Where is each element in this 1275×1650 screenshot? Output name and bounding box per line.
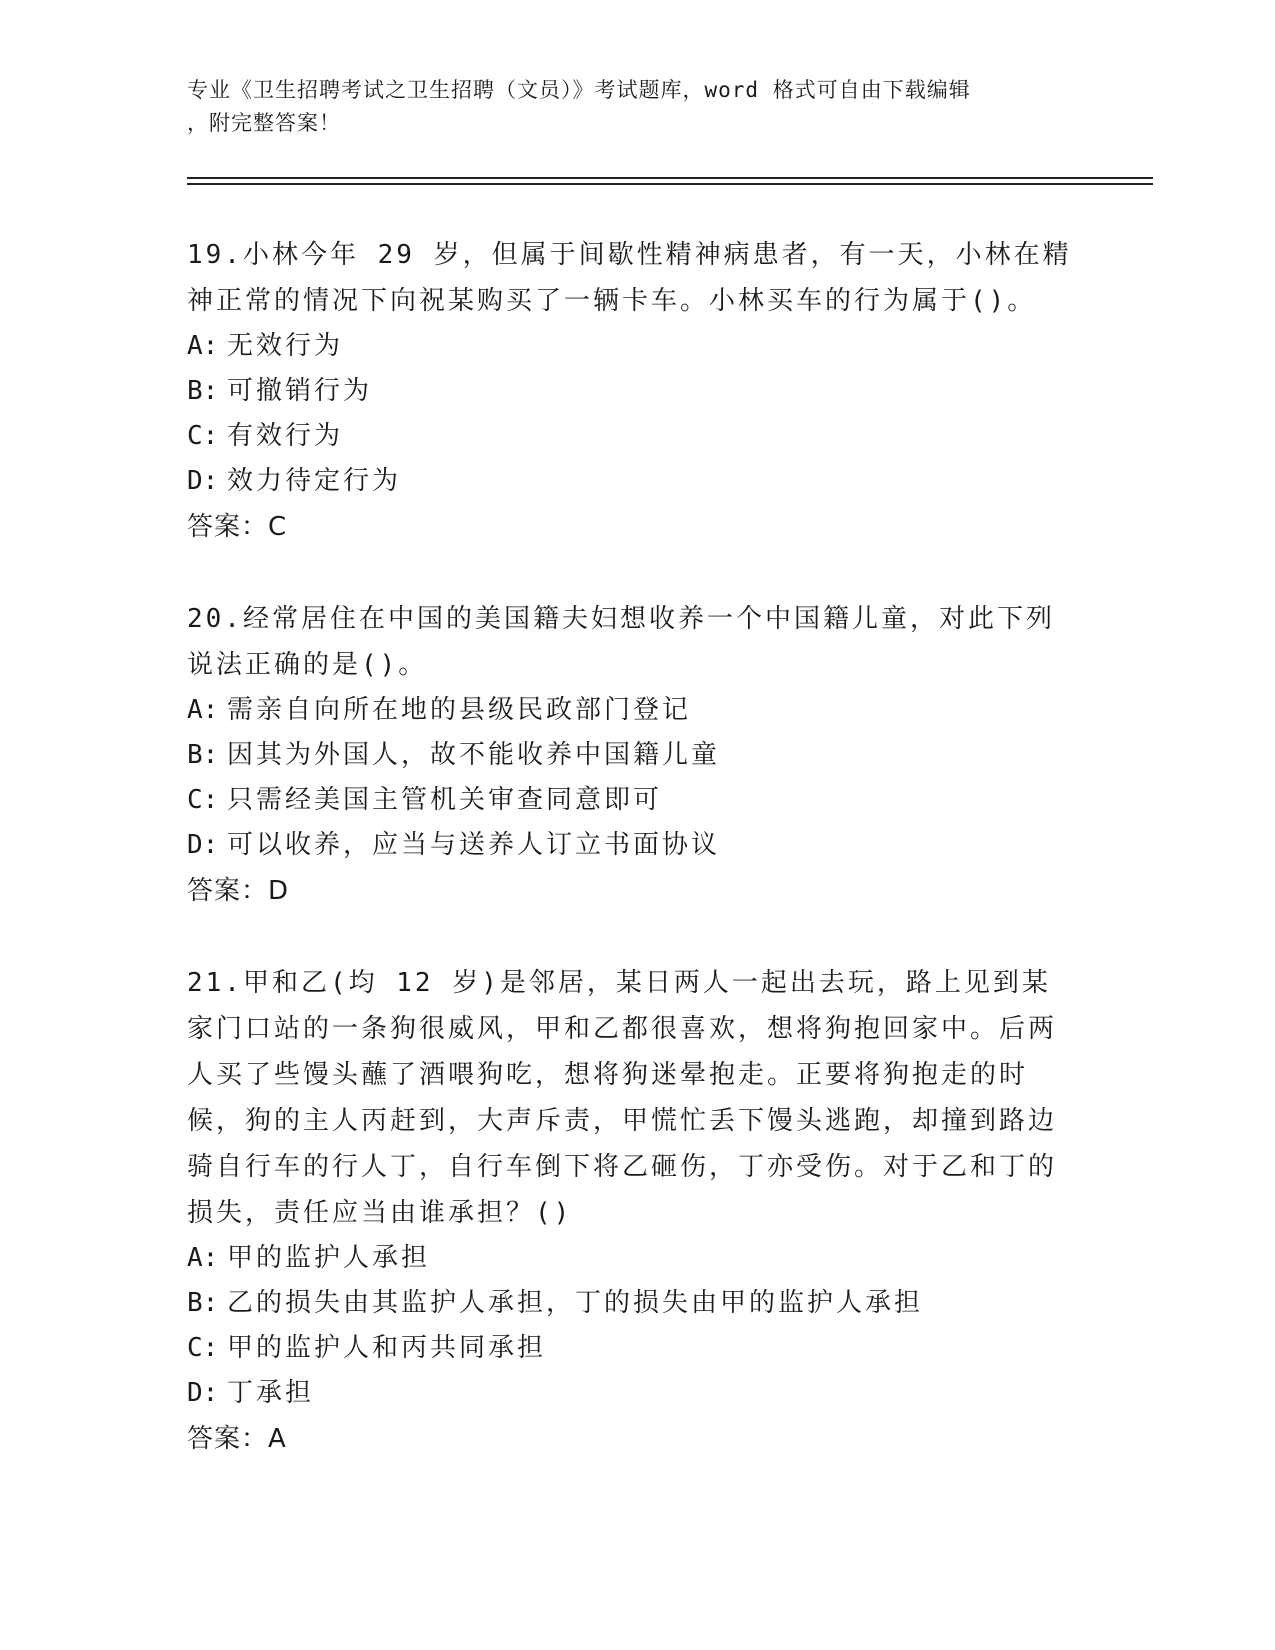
option-d — [187, 1371, 1077, 1416]
option-text: 无效行为 — [227, 331, 344, 361]
question-text: 21.甲和乙(均 12 岁)是邻居，某日两人一起出去玩，路上见到某家门口站的一条狗很威风，甲和乙都很喜欢，想将狗抱回家中。后两人买了些馒头蘸了酒喂狗吃，想将狗迷晕抱走。正要将狗抱走的时候，狗的主人丙赶到，大声斥责，甲慌忙丢下馒头逃跑，却撞到路边骑自行车的行人丁，自行车倒下将乙砸伤，丁亦受伤。对于乙和丁的损失，责任应当由谁承担？() — [187, 968, 1058, 1228]
header-divider-top — [187, 177, 1153, 179]
option-c — [187, 414, 1077, 459]
option-text: 有效行为 — [227, 421, 344, 451]
option-a — [187, 324, 1077, 369]
option-a — [187, 1236, 1077, 1281]
option-text: 可以收养，应当与送养人订立书面协议 — [227, 830, 721, 860]
option-letter: D: — [187, 466, 219, 496]
answer-label: 答案：A — [187, 1424, 287, 1454]
option-text: 只需经美国主管机关审查同意即可 — [227, 785, 663, 815]
question-19 — [187, 232, 1077, 550]
header-line-1: 专业《卫生招聘考试之卫生招聘（文员）》考试题库，word 格式可自由下载编辑 — [187, 78, 971, 102]
option-letter: C: — [187, 785, 219, 815]
question-text: 19.小林今年 29 岁，但属于间歇性精神病患者，有一天，小林在精神正常的情况下向祝某购买了一辆卡车。小林买车的行为属于()。 — [187, 240, 1072, 316]
option-c — [187, 1326, 1077, 1371]
option-text: 效力待定行为 — [227, 466, 402, 496]
option-b — [187, 733, 1077, 778]
header-divider-bottom — [187, 183, 1153, 185]
header-line-2: ，附完整答案！ — [187, 111, 341, 135]
option-letter: A: — [187, 695, 219, 725]
question-21 — [187, 960, 1077, 1462]
answer-label: 答案：C — [187, 512, 288, 542]
option-text: 甲的监护人承担 — [227, 1243, 431, 1273]
option-text: 乙的损失由其监护人承担，丁的损失由甲的监护人承担 — [227, 1288, 924, 1318]
option-a — [187, 688, 1077, 733]
option-text: 因其为外国人，故不能收养中国籍儿童 — [227, 740, 721, 770]
option-letter: B: — [187, 740, 219, 770]
option-letter: D: — [187, 830, 219, 860]
option-b — [187, 1281, 1077, 1326]
option-text: 丁承担 — [227, 1378, 315, 1408]
option-c — [187, 778, 1077, 823]
option-letter: B: — [187, 376, 219, 406]
option-letter: D: — [187, 1378, 219, 1408]
option-b — [187, 369, 1077, 414]
answer-label: 答案：D — [187, 876, 290, 906]
option-d — [187, 823, 1077, 868]
option-letter: C: — [187, 421, 219, 451]
option-text: 甲的监护人和丙共同承担 — [227, 1333, 547, 1363]
option-text: 可撤销行为 — [227, 376, 373, 406]
question-20 — [187, 596, 1077, 914]
option-d — [187, 459, 1077, 504]
option-letter: C: — [187, 1333, 219, 1363]
option-letter: A: — [187, 331, 219, 361]
option-letter: A: — [187, 1243, 219, 1273]
option-letter: B: — [187, 1288, 219, 1318]
document-header — [187, 74, 1067, 140]
question-text: 20.经常居住在中国的美国籍夫妇想收养一个中国籍儿童，对此下列说法正确的是()。 — [187, 604, 1055, 680]
option-text: 需亲自向所在地的县级民政部门登记 — [227, 695, 692, 725]
